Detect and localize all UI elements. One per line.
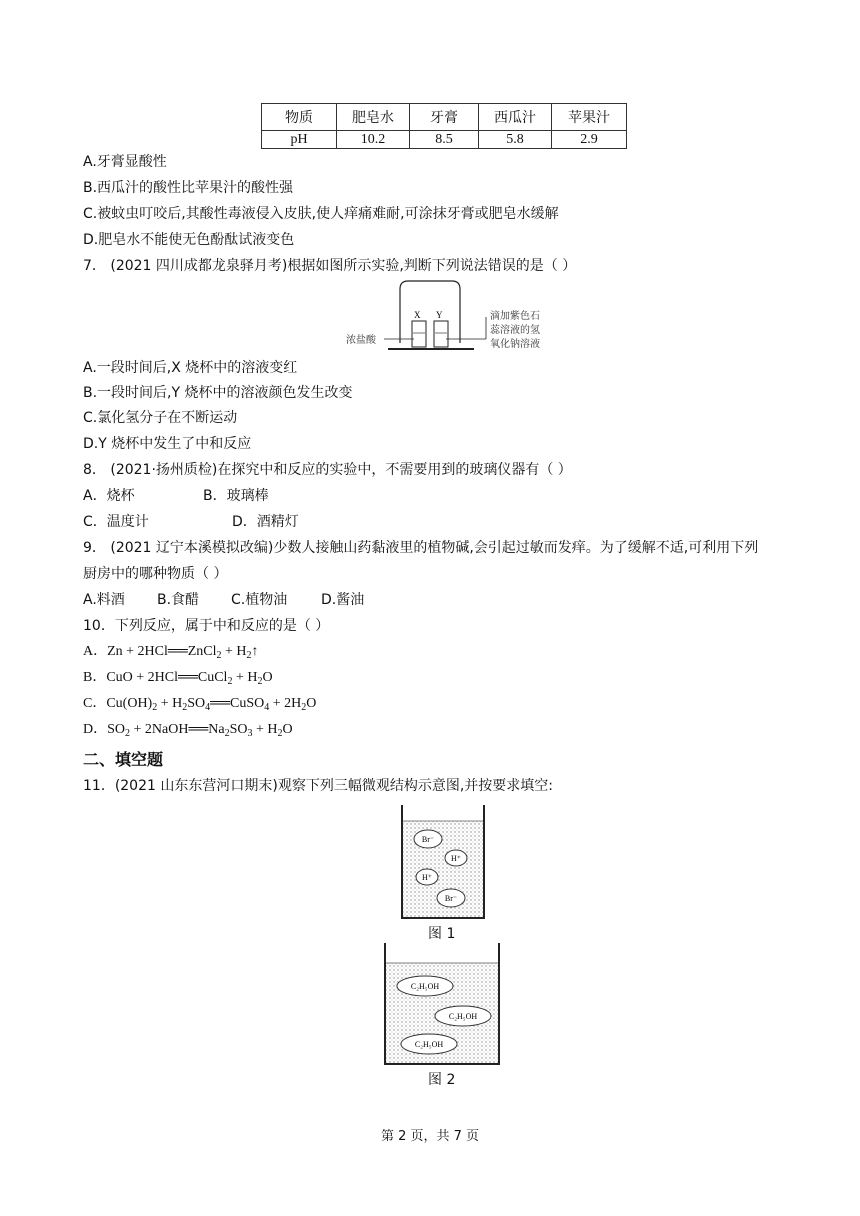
- table-cell: 10.2: [337, 131, 410, 149]
- q10-stem: 10．下列反应，属于中和反应的是（ ）: [83, 618, 330, 634]
- q8-option-a: A．烧杯: [83, 488, 135, 504]
- q6-option-b: B.西瓜汁的酸性比苹果汁的酸性强: [83, 180, 294, 196]
- molecule-ethanol: C₂H₅OH: [448, 1012, 478, 1021]
- q10-option-d: D．$SO_2$ + $2NaOH══Na_2SO_3 + H_2O$: [83, 722, 293, 739]
- figure-2-caption: 图 2: [428, 1072, 456, 1088]
- table-cell: 8.5: [410, 131, 479, 149]
- q6-option-c: C.被蚊虫叮咬后,其酸性毒液侵入皮肤,使人痒痛难耐,可涂抹牙膏或肥皂水缓解: [83, 206, 559, 222]
- figure-1-beaker: [398, 803, 488, 921]
- table-header-cell: 西瓜汁: [479, 104, 552, 131]
- table-cell: 2.9: [552, 131, 627, 149]
- q8-option-b: B．玻璃棒: [203, 488, 269, 504]
- q9-stem-line2: 厨房中的哪种物质（ ）: [83, 566, 228, 582]
- conc-hcl-label: 浓盐酸: [346, 335, 376, 346]
- ion-br: Br⁻: [421, 835, 435, 844]
- q8-option-d: D．酒精灯: [232, 514, 299, 530]
- q8-stem: 8． (2021·扬州质检)在探究中和反应的实验中，不需要用到的玻璃仪器有（ ）: [83, 462, 572, 478]
- beaker-x-label: X: [414, 310, 421, 320]
- q6-option-a: A.牙膏显酸性: [83, 154, 167, 170]
- q7-apparatus-figure: [340, 277, 540, 357]
- page-footer: 第 2 页，共 7 页: [380, 1129, 480, 1144]
- q9-option-c: C.植物油: [231, 592, 288, 608]
- figure-1-caption: 图 1: [428, 926, 456, 942]
- q7-option-c: C.氯化氢分子在不断运动: [83, 410, 238, 426]
- table-header-cell: 苹果汁: [552, 104, 627, 131]
- q9-option-a: A.料酒: [83, 592, 125, 608]
- q10-option-b: B．CuO + 2HCl══CuCl$_2$ + $H_2O$: [83, 670, 273, 687]
- table-cell: 5.8: [479, 131, 552, 149]
- q10-option-c: C．$Cu(OH)_2$ + $H_2SO_4══CuSO_4 + 2H_2O$: [83, 696, 317, 713]
- table-cell: pH: [262, 131, 337, 149]
- q7-option-d: D.Y 烧杯中发生了中和反应: [83, 436, 252, 452]
- q7-stem: 7． (2021 四川成都龙泉驿月考)根据如图所示实验,判断下列说法错误的是（ ）: [83, 258, 577, 274]
- molecule-ethanol: C₂H₅OH: [410, 982, 440, 991]
- q10-option-a: A．Zn + 2HCl══ZnCl$_2$ + $H_2↑$: [83, 644, 259, 661]
- q8-option-c: C．温度计: [83, 514, 149, 530]
- ph-table: [261, 103, 627, 149]
- naoh-label-line2: 蕊溶液的氢: [490, 325, 540, 336]
- q9-stem-line1: 9． (2021 辽宁本溪模拟改编)少数人接触山药黏液里的植物碱,会引起过敏而发痒。为了缓解不适,可利用下列: [83, 540, 759, 556]
- naoh-label-line3: 氧化钠溶液: [490, 339, 540, 350]
- molecule-ethanol: C₂H₅OH: [414, 1040, 444, 1049]
- ion-h: H⁺: [451, 854, 461, 863]
- section-heading: 二、填空题: [83, 750, 164, 769]
- q9-option-b: B.食醋: [157, 592, 200, 608]
- q6-option-d: D.肥皂水不能使无色酚酞试液变色: [83, 232, 295, 248]
- ion-h: H⁺: [422, 873, 432, 882]
- figure-2-beaker: [381, 941, 503, 1067]
- table-header-cell: 肥皂水: [337, 104, 410, 131]
- q7-option-b: B.一段时间后,Y 烧杯中的溶液颜色发生改变: [83, 385, 353, 401]
- q9-option-d: D.酱油: [321, 592, 365, 608]
- ion-br: Br⁻: [444, 894, 458, 903]
- table-header-cell: 物质: [262, 104, 337, 131]
- q11-stem: 11．(2021 山东东营河口期末)观察下列三幅微观结构示意图,并按要求填空:: [83, 778, 553, 794]
- q7-option-a: A.一段时间后,X 烧杯中的溶液变红: [83, 360, 298, 376]
- beaker-y-label: Y: [436, 310, 443, 320]
- table-header-cell: 牙膏: [410, 104, 479, 131]
- naoh-label-line1: 滴加紫色石: [490, 311, 540, 322]
